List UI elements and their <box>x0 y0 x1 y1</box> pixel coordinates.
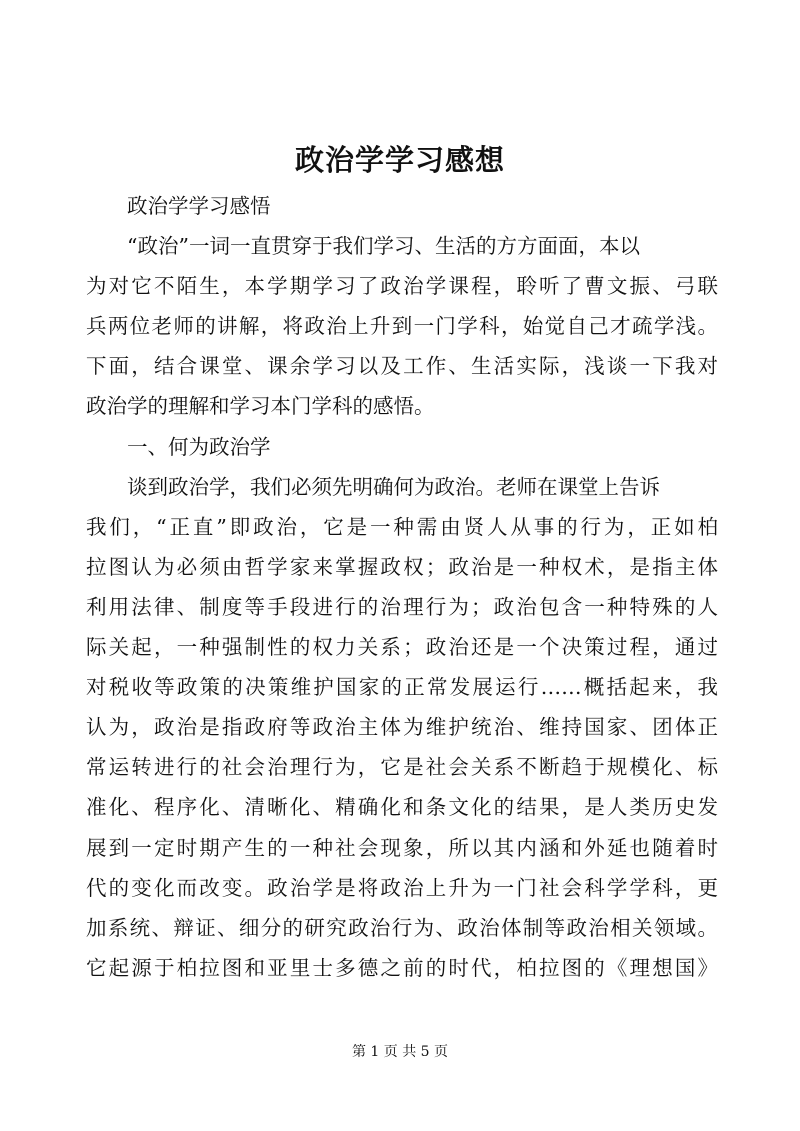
paragraph-line: 为对它不陌生，本学期学习了政治学课程，聆听了曹文振、弓联 <box>86 274 718 299</box>
paragraph-line: 它起源于柏拉图和亚里士多德之前的时代，柏拉图的《理想国》 <box>86 955 718 980</box>
paragraph-line: 利用法律、制度等手段进行的治理行为；政治包含一种特殊的人 <box>86 594 718 619</box>
paragraph-line: 常运转进行的社会治理行为，它是社会关系不断趋于规模化、标 <box>86 755 718 780</box>
paragraph-line: “政治”一词一直贯穿于我们学习、生活的方方面面，本以 <box>127 234 640 259</box>
paragraph-line: 政治学的理解和学习本门学科的感悟。 <box>86 394 435 419</box>
paragraph-line: 拉图认为必须由哲学家来掌握政权；政治是一种权术，是指主体 <box>86 554 718 579</box>
document-title: 政治学学习感想 <box>294 143 505 177</box>
paragraph-line: 下面，结合课堂、课余学习以及工作、生活实际，浅谈一下我对 <box>86 354 718 379</box>
paragraph-line: 准化、程序化、清晰化、精确化和条文化的结果，是人类历史发 <box>86 795 718 820</box>
paragraph-line: 对税收等政策的决策维护国家的正常发展运行……概括起来，我 <box>86 675 718 700</box>
paragraph-line: 认为，政治是指政府等政治主体为维护统治、维持国家、团体正 <box>86 715 718 740</box>
section-heading: 一、何为政治学 <box>127 434 271 459</box>
document-body <box>86 186 718 988</box>
paragraph-line: 加系统、辩证、细分的研究政治行为、政治体制等政治相关领域。 <box>86 915 718 940</box>
paragraph-line: 展到一定时期产生的一种社会现象，所以其内涵和外延也随着时 <box>86 835 718 860</box>
subtitle-line: 政治学学习感悟 <box>127 194 271 218</box>
page-number-footer: 第 1 页 共 5 页 <box>351 1044 449 1060</box>
paragraph-line: 我们，“正直”即政治，它是一种需由贤人从事的行为，正如柏 <box>86 514 718 539</box>
paragraph-line: 际关起，一种强制性的权力关系；政治还是一个决策过程，通过 <box>86 635 718 660</box>
paragraph-line: 谈到政治学，我们必须先明确何为政治。老师在课堂上告诉 <box>127 474 660 499</box>
paragraph-line: 代的变化而改变。政治学是将政治上升为一门社会科学学科，更 <box>86 875 718 900</box>
paragraph-line: 兵两位老师的讲解，将政治上升到一门学科，始觉自己才疏学浅。 <box>86 314 718 339</box>
